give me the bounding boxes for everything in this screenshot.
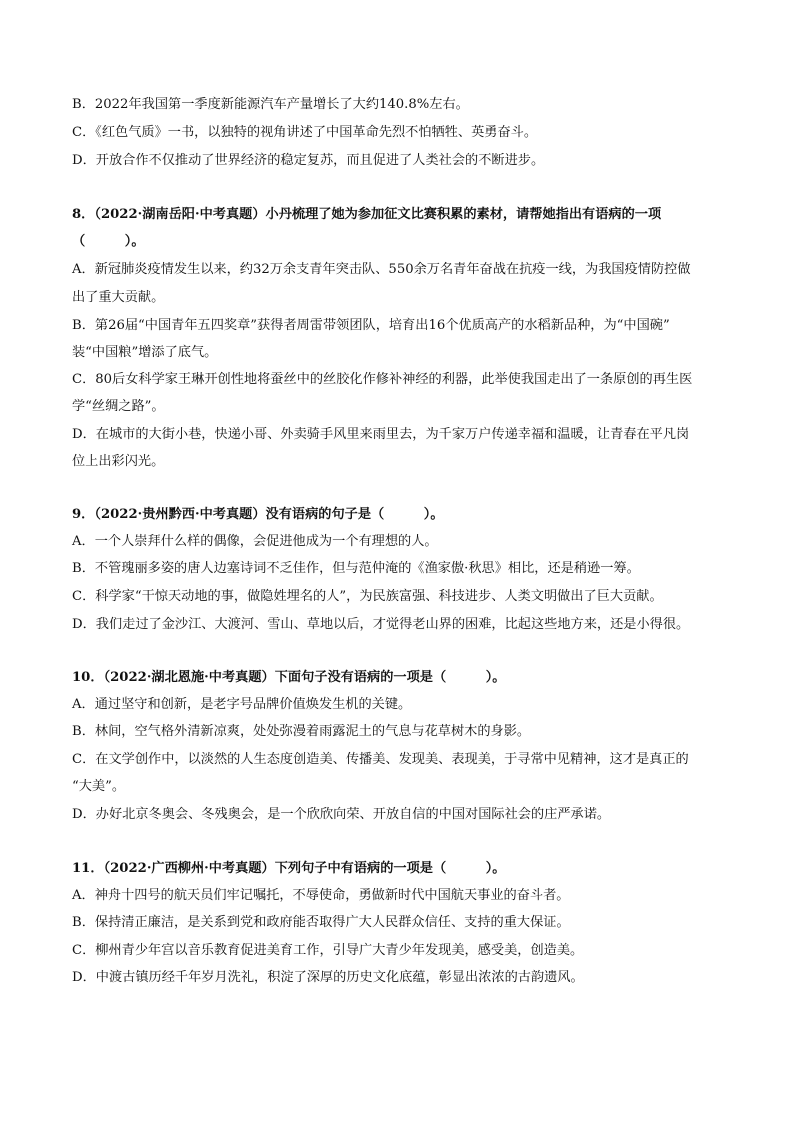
question-10-option-c: C．在文学创作中，以淡然的人生态度创造美、传播美、发现美、表现美，于寻常中见精神，这才是真正的 [72, 752, 689, 767]
question-8-option-a-cont: 出了重大贡献。 [72, 290, 165, 305]
question-9-option-a: A．一个人崇拜什么样的偶像，会促进他成为一个有理想的人。 [72, 534, 438, 549]
question-11-option-c: C．柳州青少年宫以音乐教育促进美育工作，引导广大青少年发现美，感受美，创造美。 [72, 943, 584, 958]
question-8-stem: 8．（2022·湖南岳阳·中考真题）小丹梳理了她为参加征文比赛积累的素材，请帮她指出有语病的一项 [72, 207, 662, 222]
prev-option-c: C．《红色气质》一书，以独特的视角讲述了中国革命先烈不怕牺牲、英勇奋斗。 [72, 125, 538, 140]
question-8-option-d-cont: 位上出彩闪光。 [72, 454, 165, 469]
prev-option-b: B．2022年我国第一季度新能源汽车产量增长了大约140.8%左右。 [72, 97, 469, 112]
prev-option-d: D．开放合作不仅推动了世界经济的稳定复苏，而且促进了人类社会的不断进步。 [72, 153, 545, 168]
question-8-stem-cont: （ ）。 [72, 234, 145, 249]
question-11-option-a: A．神舟十四号的航天员们牢记嘱托，不辱使命，勇做新时代中国航天事业的奋斗者。 [72, 888, 570, 903]
question-10-option-d: D．办好北京冬奥会、冬残奥会，是一个欣欣向荣、开放自信的中国对国际社会的庄严承诺。 [72, 807, 611, 822]
question-9-option-c: C．科学家“干惊天动地的事，做隐姓埋名的人”，为民族富强、科技进步、人类文明做出了巨大贡献。 [72, 589, 663, 604]
question-11-option-d: D．中渡古镇历经千年岁月洗礼，积淀了深厚的历史文化底蕴，彰显出浓浓的古韵遗风。 [72, 970, 584, 985]
question-9-option-b: B．不管瑰丽多姿的唐人边塞诗词不乏佳作，但与范仲淹的《渔家傲·秋思》相比，还是稍逊一筹。 [72, 561, 640, 576]
question-8-option-b: B．第26届“中国青年五四奖章”获得者周雷带领团队，培育出16个优质高产的水稻新品种，为“中国碗” [72, 318, 670, 333]
question-10-option-a: A．通过坚守和创新，是老字号品牌价值焕发生机的关键。 [72, 697, 412, 712]
question-10-option-c-cont: “大美”。 [72, 779, 126, 794]
question-8-option-d: D．在城市的大街小巷，快递小哥、外卖骑手风里来雨里去，为千家万户传递幸福和温暖，让青春在平凡岗 [72, 427, 690, 442]
question-8-option-c: C．80后女科学家王琳开创性地将蚕丝中的丝胶化作修补神经的利器，此举使我国走出了一条原创的再生医 [72, 372, 693, 387]
question-9-option-d: D．我们走过了金沙江、大渡河、雪山、草地以后，才觉得老山界的困难，比起这些地方来，还是小得很。 [72, 617, 690, 632]
question-11-stem: 11．（2022·广西柳州·中考真题）下列句子中有语病的一项是（ ）。 [72, 861, 506, 876]
question-10-stem: 10．（2022·湖北恩施·中考真题）下面句子没有语病的一项是（ ）。 [72, 670, 506, 685]
question-8-option-a: A．新冠肺炎疫情发生以来，约32万余支青年突击队、550余万名青年奋战在抗疫一线，为我国疫情防控做 [72, 262, 691, 277]
question-8-option-c-cont: 学“丝绸之路”。 [72, 399, 165, 414]
question-9-stem: 9．（2022·贵州黔西·中考真题）没有语病的句子是（ ）。 [72, 507, 444, 522]
question-11-option-b: B．保持清正廉洁，是关系到党和政府能否取得广大人民群众信任、支持的重大保证。 [72, 915, 570, 930]
question-10-option-b: B．林间，空气格外清新凉爽，处处弥漫着雨露泥土的气息与花草树木的身影。 [72, 724, 531, 739]
question-8-option-b-cont: 装“中国粮”增添了底气。 [72, 345, 218, 360]
